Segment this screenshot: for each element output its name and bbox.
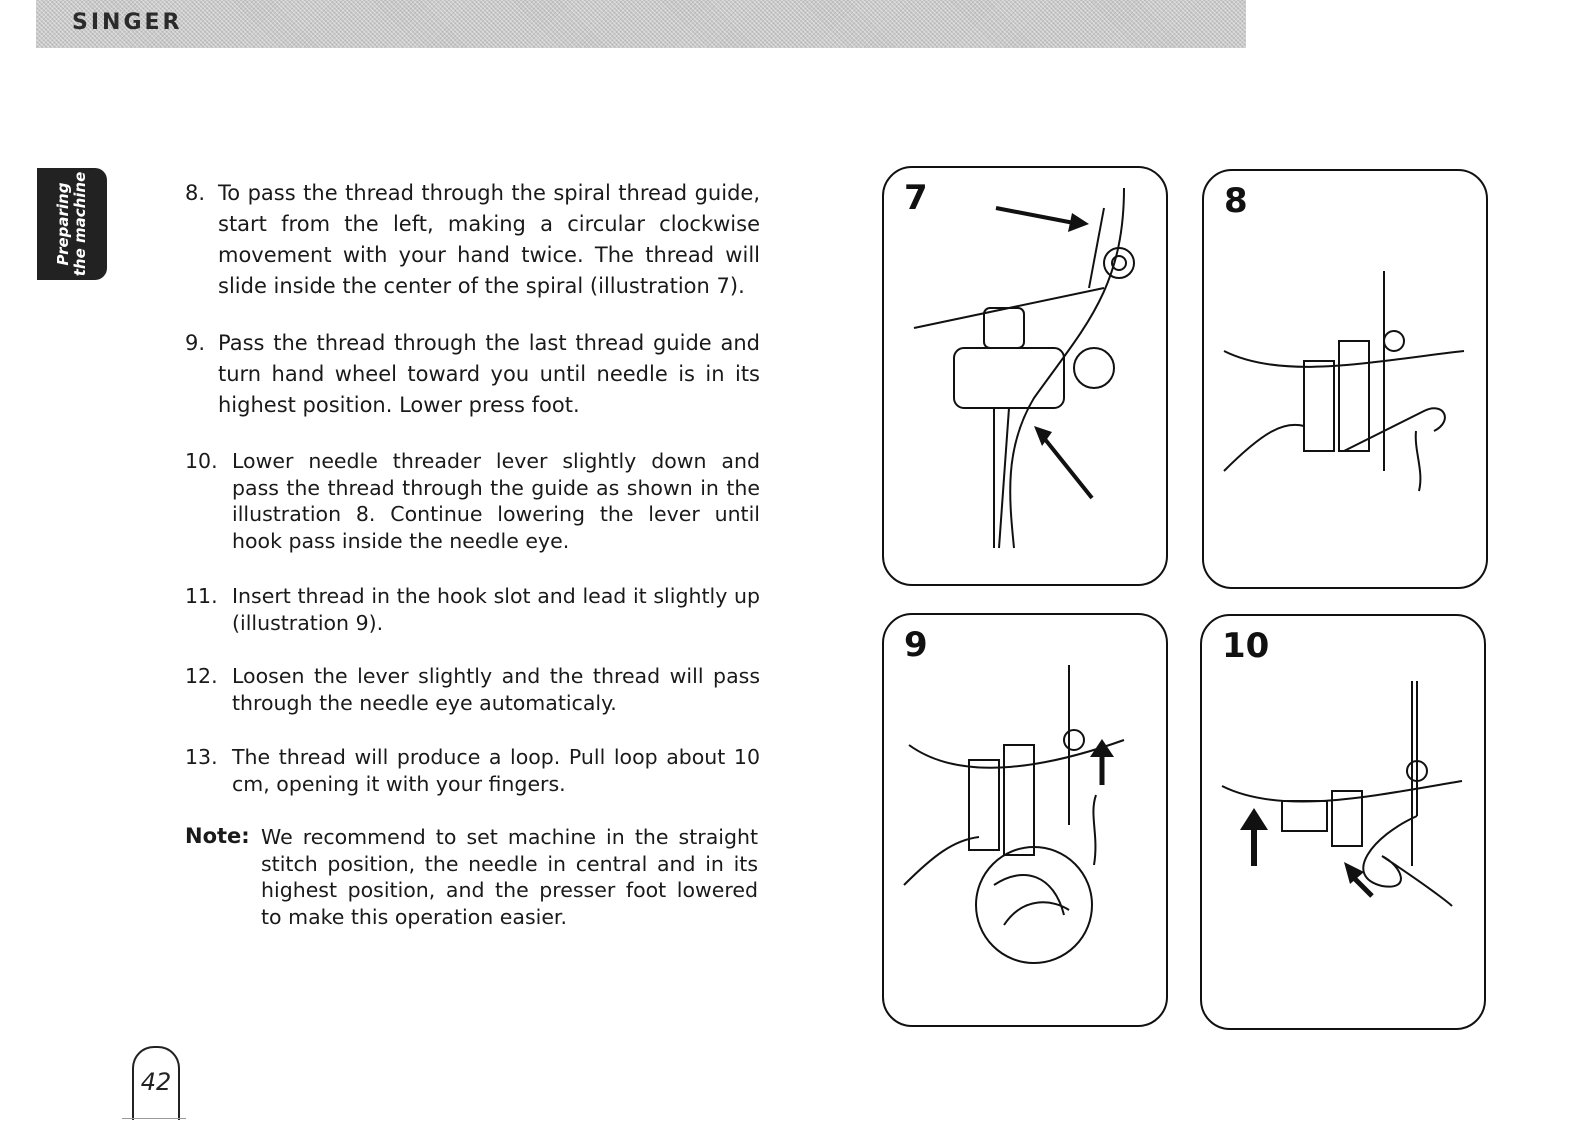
section-tab: [37, 168, 107, 280]
spiral-thread-guide-illustration: [884, 168, 1166, 584]
step-number: 8.: [185, 181, 206, 205]
page-number-tab: [132, 1046, 180, 1120]
illustration-9: [882, 613, 1168, 1027]
thread-loop-illustration: [1202, 616, 1484, 1028]
note-body: We recommend to set machine in the straight stitch position, the needle in central and in its highest position, and the presser foot lowered to make this operation easier.: [261, 825, 758, 929]
step-text: To pass the thread through the spiral thread guide, start from the left, making a circular clockwise movement with your hand twice. The thread will slide inside the center of the spiral (illustration 7).: [218, 181, 760, 298]
step-text: Insert thread in the hook slot and lead it slightly up (illustration 9).: [232, 584, 760, 635]
step-number: 9.: [185, 331, 206, 355]
step-12: [185, 663, 760, 716]
step-13: [185, 744, 760, 797]
step-text: Loosen the lever slightly and the thread will pass through the needle eye automaticaly.: [232, 664, 760, 715]
step-8: [185, 178, 760, 302]
step-11: [185, 583, 760, 636]
brand-logo: SINGER: [72, 10, 183, 35]
section-tab-label: [55, 172, 89, 277]
step-text: Pass the thread through the last thread guide and turn hand wheel toward you until needle is in its highest position. Lower press foot.: [218, 331, 760, 417]
illustration-7: [882, 166, 1168, 586]
illustration-8: [1202, 169, 1488, 589]
step-text: Lower needle threader lever slightly down and pass the thread through the guide as shown in the illustration 8. Continue lowering the lever until hook pass inside the needle eye.: [232, 449, 760, 553]
step-number: 11.: [185, 584, 218, 608]
illustration-label: 9: [904, 625, 928, 665]
step-9: [185, 328, 760, 421]
illustration-label: 8: [1224, 181, 1248, 221]
footer-rule: [122, 1118, 186, 1119]
note-text: [261, 824, 758, 930]
step-number: 10.: [185, 449, 218, 473]
illustration-10: [1200, 614, 1486, 1030]
illustration-label: 10: [1222, 626, 1270, 666]
step-text: The thread will produce a loop. Pull loop about 10 cm, opening it with your fingers.: [232, 745, 760, 796]
header-bar: [36, 0, 1246, 48]
illustration-label: 7: [904, 178, 928, 218]
section-tab-line2: the machine: [71, 171, 89, 277]
hook-slot-illustration: [884, 615, 1166, 1025]
step-number: 13.: [185, 745, 218, 769]
threader-guide-illustration: [1204, 171, 1486, 587]
step-number: 12.: [185, 664, 218, 688]
step-10: [185, 448, 760, 554]
note-label: Note:: [185, 824, 250, 848]
page-number: 42: [140, 1068, 172, 1096]
section-tab-line1: Preparing: [54, 182, 72, 266]
